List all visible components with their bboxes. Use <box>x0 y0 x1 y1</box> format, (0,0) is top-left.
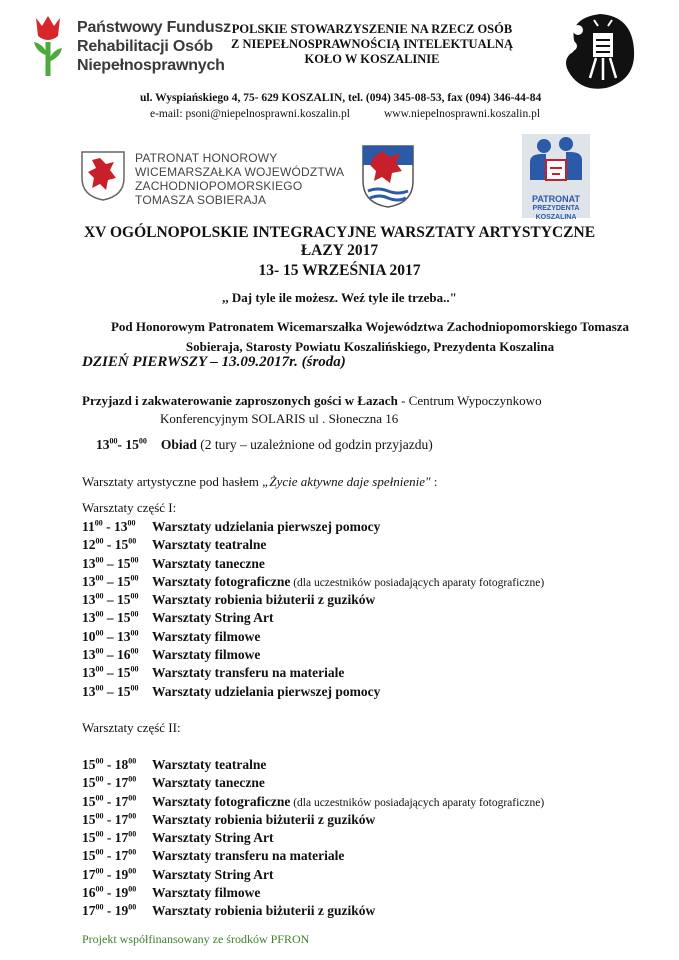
arrival-venue: Konferencyjnym SOLARIS ul . Słoneczna 16 <box>160 411 399 426</box>
badge-line: PREZYDENTA <box>532 205 580 212</box>
schedule-row: $13^{00} - 16^{00}$ Warsztaty filmowe <box>82 646 261 663</box>
email-link[interactable]: e-mail: psoni@niepelnosprawni.koszalin.pl <box>150 108 350 120</box>
schedule-row: $13^{00} - 15^{00}$ Warsztaty robienia biżuterii z guzików <box>82 591 376 608</box>
patronage-line: PATRONAT HONOROWY <box>135 151 278 165</box>
schedule-row: $13^{00} - 15^{00}$ Warsztaty fotograficzne (dla uczestników posiadających aparaty fotograficzne) <box>82 573 545 589</box>
workshop-name: Warsztaty filmowe <box>152 647 261 663</box>
workshop-name: Warsztaty udzielania pierwszej pomocy <box>152 519 381 534</box>
workshop-name: Warsztaty String Art <box>152 866 274 882</box>
workshop-name: Warsztaty fotograficzne <box>152 573 291 589</box>
people-icon <box>522 134 590 190</box>
workshop-name: Warsztaty teatralne <box>152 757 267 772</box>
org-line: Z NIEPEŁNOSPRAWNOŚCIĄ INTELEKTUALNĄ <box>230 37 513 51</box>
voivodeship-coat-of-arms <box>78 148 128 202</box>
workshop-name: Warsztaty robienia biżuterii z guzików <box>152 811 376 827</box>
county-coat-of-arms <box>360 143 416 209</box>
event-location: ŁAZY 2017 <box>300 242 379 259</box>
workshop-name: Warsztaty robienia biżuterii z guzików <box>152 903 376 919</box>
honor-line: Pod Honorowym Patronatem Wicemarszałka Województwa Zachodniopomorskiego Tomasza <box>110 319 630 334</box>
tulip-icon <box>28 12 76 80</box>
workshop-name: Warsztaty String Art <box>152 610 274 626</box>
footer-note: Projekt współfinansowany ze środków PFRON <box>82 932 310 946</box>
schedule-row: $17^{00} - 19^{00}$ Warsztaty robienia biżuterii z guzików <box>82 902 376 919</box>
workshop-name: Warsztaty filmowe <box>152 628 261 644</box>
schedule-row: $16^{00} - 19^{00}$ Warsztaty filmowe <box>82 884 261 901</box>
schedule-row: $15^{00} - 17^{00}$ Warsztaty taneczne <box>82 774 265 791</box>
schedule-row: $11^{00} - 13^{00}$ Warsztaty udzielania pierwszej pomocy <box>82 518 381 534</box>
event-quote: ,, Daj tyle ile możesz. Weź tyle ile trzeba.." <box>222 290 457 305</box>
schedule-row: $10^{00} - 13^{00}$ Warsztaty filmowe <box>82 628 261 644</box>
workshop-name: Warsztaty transferu na materiale <box>152 665 345 681</box>
schedule-row: $13^{00} - 15^{00}$ Warsztaty taneczne <box>82 555 265 571</box>
event-dates: 13- 15 WRZEŚNIA 2017 <box>258 262 421 279</box>
arrival-bold: Przyjazd i zakwaterowanie zaproszonych gości w Łazach <box>82 393 398 408</box>
lunch-start-hour: 13 <box>96 437 110 452</box>
part2-label: Warsztaty część II: <box>82 720 181 735</box>
lunch-end-min: 00 <box>138 436 147 446</box>
arrival-rest: - Centrum Wypoczynkowo <box>397 393 542 408</box>
workshop-name: Warsztaty fotograficzne <box>152 793 291 809</box>
org-line: KOŁO W KOSZALINIE <box>304 52 440 66</box>
pfron-logo <box>28 12 76 80</box>
website-link[interactable]: www.niepelnosprawni.koszalin.pl <box>383 108 541 120</box>
griffin-icon <box>78 148 128 202</box>
lunch-label: Obiad <box>160 437 197 452</box>
workshops-intro <box>82 474 437 490</box>
day-heading: DZIEŃ PIERWSZY – 13.09.2017r. (środa) <box>82 354 346 370</box>
badge-line: PATRONAT <box>532 194 580 204</box>
workshop-name: Warsztaty udzielania pierwszej pomocy <box>152 683 381 699</box>
pfron-line: Niepełnosprawnych <box>77 57 225 74</box>
org-line: POLSKIE STOWARZYSZENIE NA RZECZ OSÓB <box>231 22 513 36</box>
art-palette-logo <box>560 10 638 92</box>
shield-icon <box>360 143 416 209</box>
workshop-name: Warsztaty teatralne <box>152 537 267 553</box>
address-line: ul. Wyspiańskiego 4, 75- 629 KOSZALIN, tel. (094) 345-08-53, fax (094) 346-44-84 <box>140 92 542 104</box>
schedule-row: $15^{00} - 17^{00}$ Warsztaty fotograficzne (dla uczestników posiadających aparaty fotograficzne) <box>82 793 545 809</box>
arrival-info <box>82 392 542 428</box>
workshop-name: Warsztaty robienia biżuterii z guzików <box>152 592 376 608</box>
schedule-row: $15^{00} - 17^{00}$ Warsztaty robienia biżuterii z guzików <box>82 811 376 827</box>
schedule-row: $13^{00} - 15^{00}$ Warsztaty udzielania pierwszej pomocy <box>82 683 381 699</box>
lunch-start-min: 00 <box>109 436 118 446</box>
workshop-name: Warsztaty taneczne <box>152 555 265 571</box>
schedule-row: $17^{00} - 19^{00}$ Warsztaty String Art <box>82 866 274 882</box>
organization-name <box>222 22 522 67</box>
lunch-row: $13^{00}-$ $15^{00}$ Obiad (2 tury – uzależnione od godzin przyjazdu) <box>96 436 433 452</box>
schedule-row: $12^{00} - 15^{00}$ Warsztaty teatralne <box>82 536 267 553</box>
schedule-row: $15^{00} - 17^{00}$ Warsztaty String Art <box>82 829 274 846</box>
schedule-row: $13^{00} - 15^{00}$ Warsztaty transferu na materiale <box>82 664 345 681</box>
part1-label: Warsztaty część I: <box>82 500 177 515</box>
honor-line: Sobieraja, Starosty Powiatu Koszalińskiego, Prezydenta Koszalina <box>185 339 555 354</box>
pfron-line: Państwowy Fundusz <box>77 19 231 36</box>
honorary-patronage <box>80 317 660 357</box>
intro-text: Warsztaty artystyczne pod hasłem <box>82 474 263 489</box>
motto-end: : <box>430 474 438 489</box>
part2-schedule <box>82 756 544 921</box>
lunch-end-hour: 15 <box>125 437 139 452</box>
workshop-name: Warsztaty taneczne <box>152 775 265 791</box>
workshop-name: Warsztaty String Art <box>152 830 274 846</box>
pfron-line: Rehabilitacji Osób <box>77 38 213 55</box>
patronage-line: ZACHODNIOPOMORSKIEGO <box>135 179 303 193</box>
palette-icon <box>560 10 638 92</box>
president-patronage-badge <box>522 134 590 221</box>
schedule-row: $13^{00} - 15^{00}$ Warsztaty String Art <box>82 609 274 626</box>
badge-line: KOSZALINA <box>535 214 577 221</box>
lunch-note: (2 tury – uzależnione od godzin przyjazdu) <box>200 437 433 452</box>
pfron-name <box>77 18 231 75</box>
patronage-text <box>135 151 344 207</box>
patronage-line: WICEMARSZAŁKA WOJEWÓDZTWA <box>135 165 345 179</box>
event-title: XV OGÓLNOPOLSKIE INTEGRACYJNE WARSZTATY ARTYSTYCZNE <box>83 224 596 241</box>
schedule-row: $15^{00} - 18^{00}$ Warsztaty teatralne <box>82 756 267 772</box>
motto-text: „Życie aktywne daje spełnienie" <box>262 474 431 489</box>
contact-line <box>150 108 540 120</box>
schedule-row: $15^{00} - 17^{00}$ Warsztaty transferu na materiale <box>82 847 345 864</box>
patronage-line: TOMASZA SOBIERAJA <box>135 193 267 207</box>
workshop-name: Warsztaty transferu na materiale <box>152 848 345 864</box>
part1-schedule <box>82 518 544 701</box>
workshop-name: Warsztaty filmowe <box>152 885 261 901</box>
